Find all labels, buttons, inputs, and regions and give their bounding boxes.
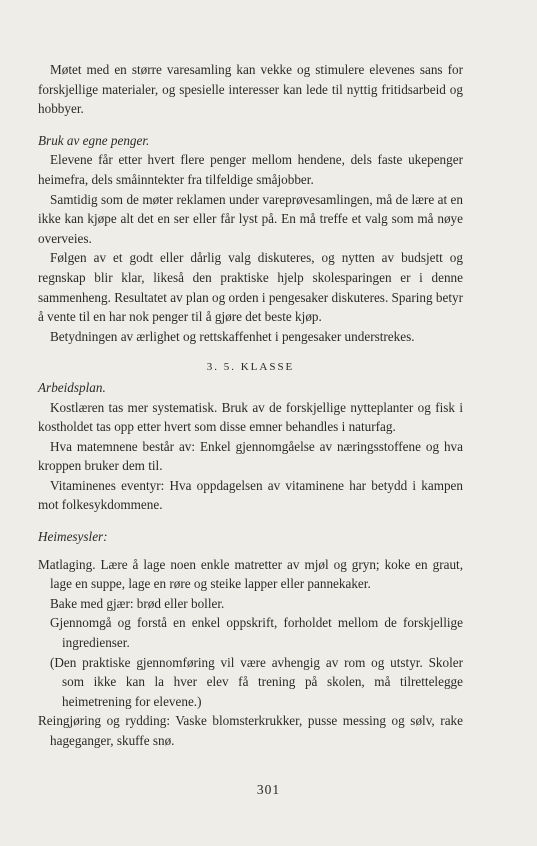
section-title: 3. 5. KLASSE (206, 361, 295, 374)
page-number: 301 (256, 782, 281, 797)
bruk-paragraph-4: Betydningen av ærlighet og rettskaffenhet i pengesaker understrekes. (50, 328, 415, 344)
bruk-paragraph-2: Samtidig som de møter reklamen under vareprøvesamlingen, må de lære at en ikke kan kjøpe alt det en ser eller får lyst på. En må treffe et valg som må nøye overveies. (38, 191, 463, 246)
arbeidsplan-paragraph-2: Hva matemnene består av: Enkel gjennomgåelse av næringsstoffene og hva kroppen bruker dem til. (38, 438, 463, 474)
heimesysler-item-matlaging: Matlaging. Lære å lage noen enkle matretter av mjøl og gryn; koke en graut, lage en suppe, lage en røre og steike lapper eller pannekaker. (38, 556, 463, 592)
page-body (38, 60, 463, 751)
intro-paragraph: Møtet med en større varesamling kan vekke og stimulere elevenes sans for forskjellige materialer, og spesielle interesser kan lede til nyttig fritidsarbeid og hobbyer. (38, 62, 463, 117)
arbeidsplan-paragraph-3: Vitaminenes eventyr: Hva oppdagelsen av vitaminene har betydd i kampen mot folkesykdommene. (38, 477, 463, 513)
heimesysler-item-reingjoring: Reingjøring og rydding: Vaske blomsterkrukker, pusse messing og sølv, rake hageganger, skuffe snø. (38, 713, 463, 748)
heimesysler-item-merknad: (Den praktiske gjennomføring vil være avhengig av rom og utstyr. Skoler som ikke kan la hver elev få trening på skolen, må tilrettelegge heimetrening for elevene.) (50, 654, 463, 709)
heimesysler-item-oppskrift: Gjennomgå og forstå en enkel oppskrift, forholdet mellom de forskjellige ingredienser. (50, 615, 463, 651)
arbeidsplan-paragraph-1: Kostlæren tas mer systematisk. Bruk av de forskjellige nytteplanter og fisk i kostholdet tas opp etter hvert som disse emner behandles i naturfag. (38, 399, 463, 435)
heimesysler-item-bake: Bake med gjær: brød eller boller. (50, 595, 225, 611)
heading-heimesysler: Heimesysler: (38, 529, 108, 545)
bruk-paragraph-3: Følgen av et godt eller dårlig valg diskuteres, og nytten av budsjett og regnskap blir klar, likeså den praktiske hjelp skolesparingen er i denne sammenheng. Resultatet av plan og orden i pengesaker diskuteres. Sparing betyr å vente til en har nok penger til å gjøre det beste kjøp. (38, 250, 463, 325)
heading-bruk-av-egne-penger: Bruk av egne penger. (38, 132, 150, 148)
bruk-paragraph-1: Elevene får etter hvert flere penger mellom hendene, dels faste ukepenger heimefra, dels småinntekter fra tilfeldige småjobber. (38, 152, 463, 187)
heading-arbeidsplan: Arbeidsplan. (38, 379, 106, 395)
